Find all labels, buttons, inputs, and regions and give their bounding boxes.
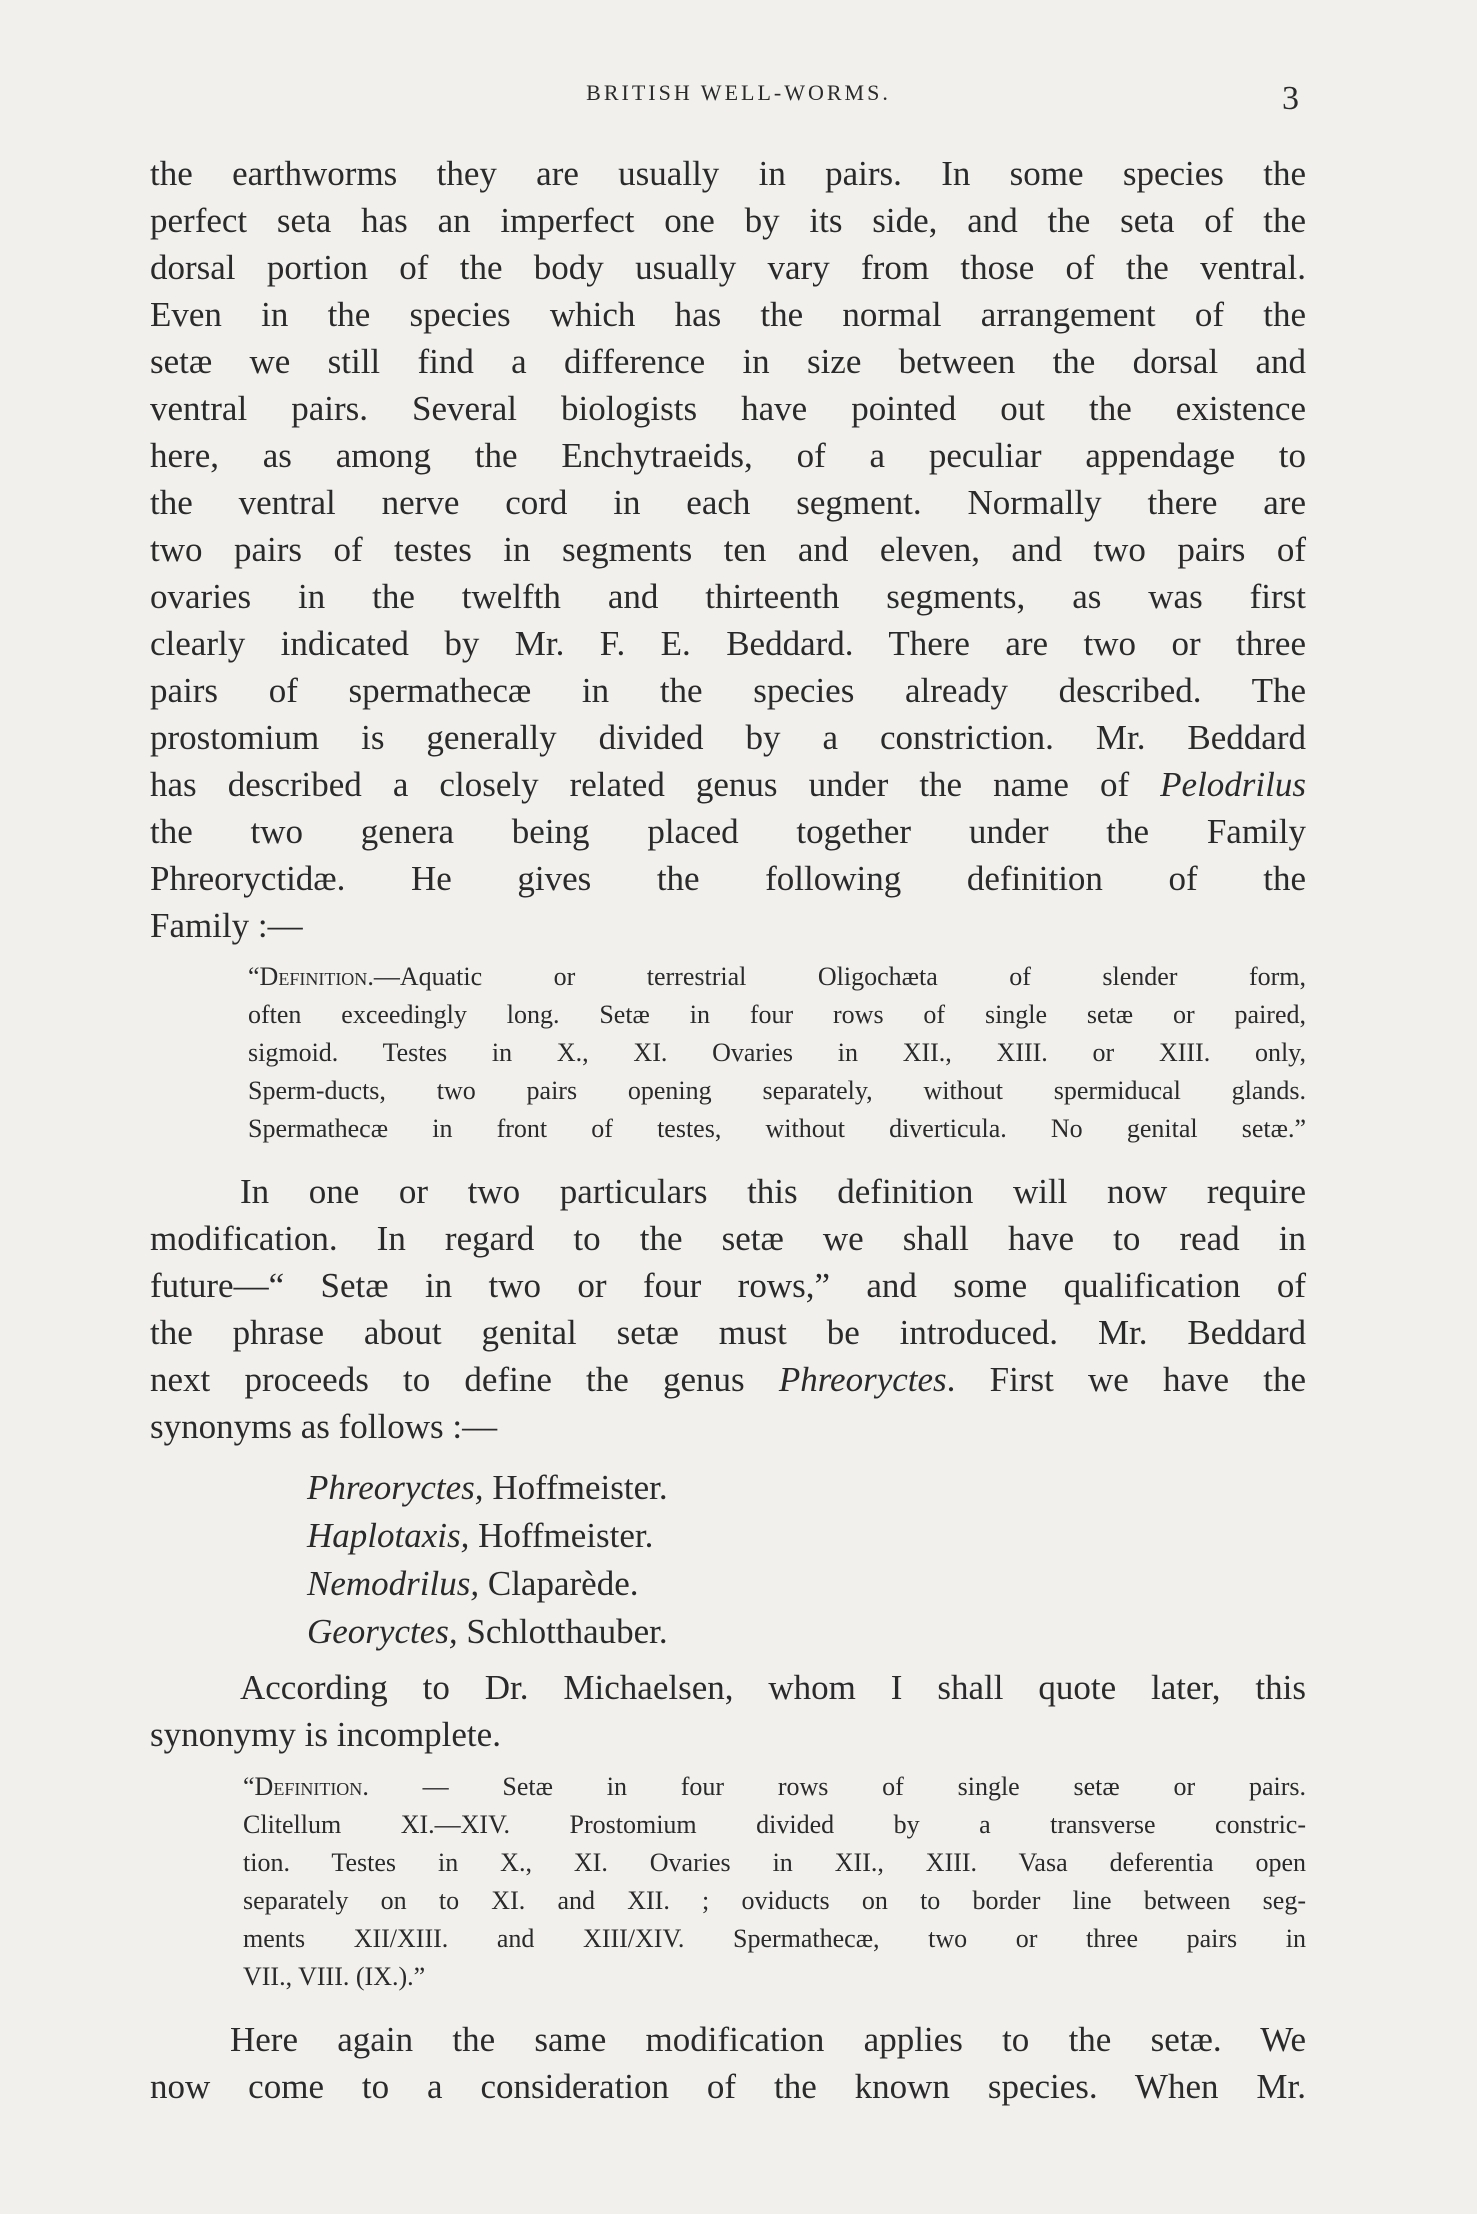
text-line: According to Dr. Michaelsen, whom I shall quote later, this	[240, 1668, 1306, 1707]
text-line: prostomium is generally divided by a constriction. Mr. Beddard	[150, 718, 1306, 757]
synonym-author: Claparède.	[479, 1564, 639, 1603]
text-line	[150, 1356, 1306, 1403]
quote-open: “D	[243, 1772, 274, 1801]
synonym-author: Hoffmeister.	[469, 1516, 654, 1555]
text-line: Clitellum XI.—XIV. Prostomium divided by a transverse constric-	[243, 1810, 1306, 1839]
text-line: Here again the same modification applies to the setæ. We	[230, 2020, 1306, 2059]
text-line: perfect seta has an imperfect one by its side, and the seta of the	[150, 201, 1306, 240]
text-line: the two genera being placed together under the Family	[150, 812, 1306, 851]
text-line: clearly indicated by Mr. F. E. Beddard. There are two or three	[150, 624, 1306, 663]
genus-name: Pelodrilus	[1160, 765, 1306, 804]
synonym-name: Haplotaxis,	[307, 1516, 470, 1555]
synonym-name: Georyctes,	[307, 1612, 458, 1651]
text-line: dorsal portion of the body usually vary from those of the ventral.	[150, 248, 1306, 287]
paragraph-4	[150, 2016, 1306, 2110]
text-segment: next proceeds to define the genus	[150, 1360, 779, 1399]
definition-block-1	[248, 958, 1306, 1148]
text-line: the ventral nerve cord in each segment. Normally there are	[150, 483, 1306, 522]
page-number: 3	[1282, 80, 1299, 117]
text-line: future—“ Setæ in two or four rows,” and some qualification of	[150, 1266, 1306, 1305]
text-line: ventral pairs. Several biologists have pointed out the existence	[150, 389, 1306, 428]
text-line: two pairs of testes in segments ten and eleven, and two pairs of	[150, 530, 1306, 569]
definition-block-2	[243, 1768, 1306, 1996]
text-line: Sperm-ducts, two pairs opening separately, without spermiducal glands.	[248, 1076, 1306, 1105]
text-line: often exceedingly long. Setæ in four rows of single setæ or paired,	[248, 1000, 1306, 1029]
synonym-list	[307, 1464, 668, 1656]
genus-name: Phreoryctes	[778, 1360, 947, 1399]
text-line: synonymy is incomplete.	[150, 1715, 501, 1754]
text-line: ments XII/XIII. and XIII/XIV. Spermathecæ, two or three pairs in	[243, 1924, 1306, 1953]
text-line: tion. Testes in X., XI. Ovaries in XII., XIII. Vasa deferentia open	[243, 1848, 1306, 1877]
text-line: the earthworms they are usually in pairs. In some species the	[150, 154, 1306, 193]
quote-open: “D	[248, 962, 279, 991]
text-line: separately on to XI. and XII. ; oviducts on to border line between seg-	[243, 1886, 1306, 1915]
text-line: the phrase about genital setæ must be introduced. Mr. Beddard	[150, 1313, 1306, 1352]
text-line	[248, 958, 1306, 996]
synonym-author: Schlotthauber.	[457, 1612, 668, 1651]
text-line: here, as among the Enchytraeids, of a peculiar appendage to	[150, 436, 1306, 475]
synonym-name: Phreoryctes,	[307, 1468, 484, 1507]
text-segment: . First we have the	[946, 1360, 1306, 1399]
synonym-item	[307, 1608, 668, 1656]
text-line: setæ we still find a difference in size between the dorsal and	[150, 342, 1306, 381]
text-segment: .—Aquatic or terrestrial Oligochæta of slender form,	[367, 962, 1306, 991]
paragraph-2	[150, 1168, 1306, 1450]
text-line: Family :—	[150, 906, 303, 945]
synonym-author: Hoffmeister.	[483, 1468, 668, 1507]
definition-label: efinition	[273, 1772, 363, 1801]
text-line: Phreoryctidæ. He gives the following definition of the	[150, 859, 1306, 898]
text-line: now come to a consideration of the known species. When Mr.	[150, 2067, 1306, 2106]
text-line: synonyms as follows :—	[150, 1407, 498, 1446]
synonym-name: Nemodrilus,	[307, 1564, 480, 1603]
synonym-item	[307, 1512, 668, 1560]
synonym-item	[307, 1560, 668, 1608]
synonym-item	[307, 1464, 668, 1512]
text-line: VII., VIII. (IX.).”	[243, 1962, 426, 1991]
text-line	[243, 1768, 1306, 1806]
text-line: Spermathecæ in front of testes, without diverticula. No genital setæ.”	[248, 1114, 1306, 1143]
text-line: modification. In regard to the setæ we shall have to read in	[150, 1219, 1306, 1258]
running-head: BRITISH WELL-WORMS.	[586, 80, 891, 105]
text-line: pairs of spermathecæ in the species already described. The	[150, 671, 1306, 710]
text-line	[150, 761, 1306, 808]
text-line: Even in the species which has the normal arrangement of the	[150, 295, 1306, 334]
paragraph-3	[150, 1664, 1306, 1758]
paragraph-1	[150, 150, 1306, 949]
text-segment: . — Setæ in four rows of single setæ or pairs.	[362, 1772, 1306, 1801]
text-line: sigmoid. Testes in X., XI. Ovaries in XII., XIII. or XIII. only,	[248, 1038, 1306, 1067]
text-segment: has described a closely related genus under the name of	[150, 765, 1161, 804]
text-line: In one or two particulars this definition will now require	[240, 1172, 1306, 1211]
text-line: ovaries in the twelfth and thirteenth segments, as was first	[150, 577, 1306, 616]
definition-label: efinition	[278, 962, 368, 991]
